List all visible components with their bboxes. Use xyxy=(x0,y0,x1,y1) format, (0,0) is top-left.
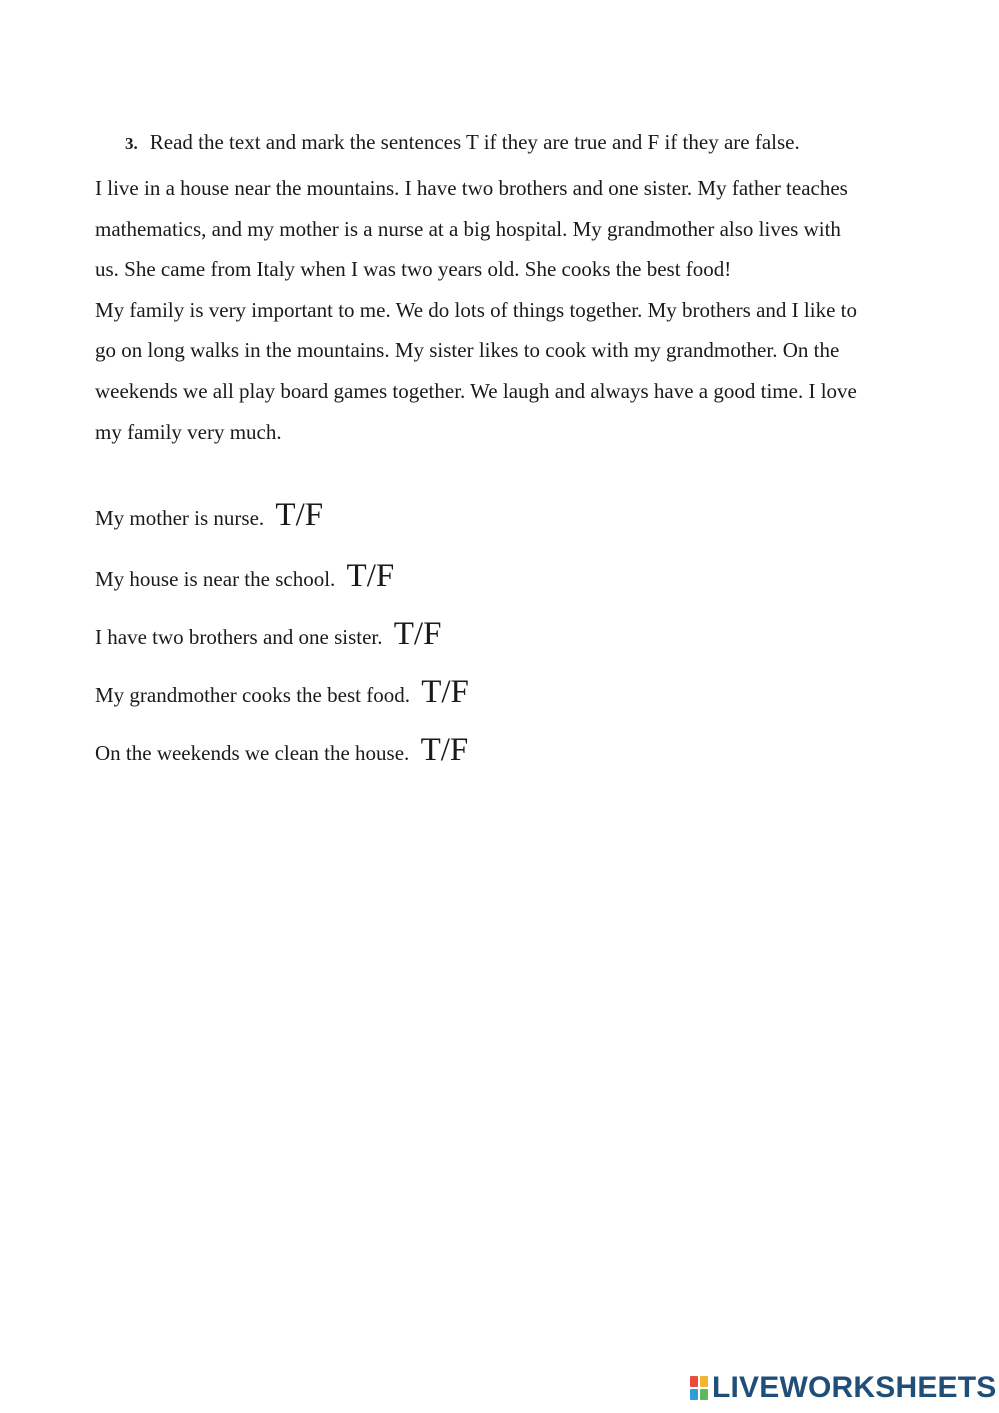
brand-name: LIVEWORKSHEETS xyxy=(712,1371,997,1404)
liveworksheets-logo xyxy=(690,1372,997,1404)
passage-line: mathematics, and my mother is a nurse at a big hospital. My grandmother also lives with xyxy=(95,216,841,241)
statement-item xyxy=(95,558,395,594)
statement-text: On the weekends we clean the house. xyxy=(95,741,410,765)
exercise-number: 3. xyxy=(125,134,138,153)
passage-line: weekends we all play board games together. We laugh and always have a good time. I love xyxy=(95,378,857,403)
passage-line: go on long walks in the mountains. My sister likes to cook with my grandmother. On the xyxy=(95,338,840,363)
statement-item xyxy=(95,497,324,533)
logo-square xyxy=(690,1376,698,1387)
logo-square xyxy=(690,1389,698,1400)
logo-square xyxy=(700,1376,708,1387)
statement-item xyxy=(95,674,469,710)
reading-passage xyxy=(95,168,965,452)
statement-text: My grandmother cooks the best food. xyxy=(95,683,410,707)
instruction-text: Read the text and mark the sentences T if they are true and F if they are false. xyxy=(149,130,800,154)
exercise-instruction xyxy=(125,128,800,158)
logo-square xyxy=(700,1389,708,1400)
statement-item xyxy=(95,732,469,768)
statement-text: I have two brothers and one sister. xyxy=(95,625,383,649)
true-false-answer[interactable]: T/F xyxy=(346,558,395,594)
statement-text: My house is near the school. xyxy=(95,567,336,591)
liveworksheets-logo-icon xyxy=(690,1376,708,1400)
true-false-answer[interactable]: T/F xyxy=(393,616,442,652)
true-false-answer[interactable]: T/F xyxy=(420,732,469,768)
passage-line: us. She came from Italy when I was two years old. She cooks the best food! xyxy=(95,257,732,282)
passage-line: My family is very important to me. We do lots of things together. My brothers and I like to xyxy=(95,297,857,322)
true-false-answer[interactable]: T/F xyxy=(421,674,469,710)
statement-text: My mother is nurse. xyxy=(95,506,265,530)
true-false-answer[interactable]: T/F xyxy=(275,497,324,533)
passage-line: my family very much. xyxy=(95,419,282,444)
passage-line: I live in a house near the mountains. I have two brothers and one sister. My father teaches xyxy=(95,176,848,200)
statement-item xyxy=(95,616,442,652)
